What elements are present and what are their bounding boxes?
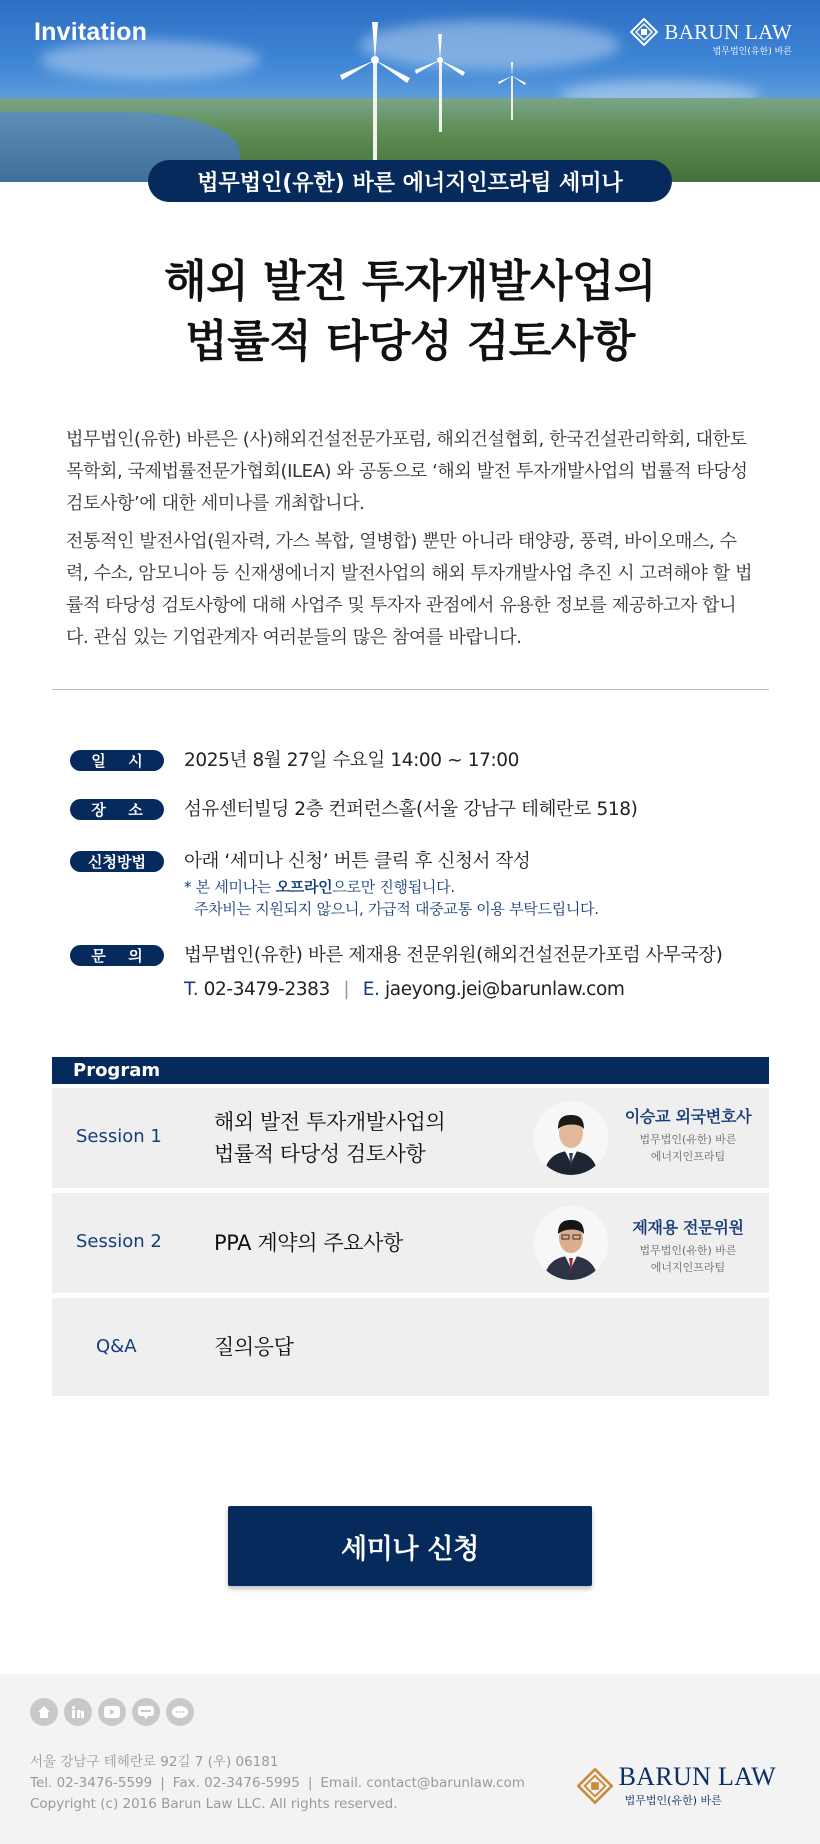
footer-copyright: Copyright (c) 2016 Barun Law LLC. All rights reserved. <box>30 1796 398 1812</box>
session-row <box>52 1088 769 1188</box>
wind-turbine-icon <box>495 60 529 120</box>
hero-banner-image <box>0 0 820 182</box>
apply-block <box>184 848 599 920</box>
footer-logo <box>577 1764 776 1808</box>
note-bold: 오프라인 <box>275 878 333 896</box>
contact-details <box>184 976 722 1004</box>
aff-line: 에너지인프라팀 <box>650 1150 726 1163</box>
divider <box>52 689 769 690</box>
place-tag <box>70 799 164 820</box>
date-value: 2025년 8월 27일 수요일 14:00 ~ 17:00 <box>184 750 520 771</box>
speaker-info <box>618 1215 758 1276</box>
topic-line: 해외 발전 투자개발사업의 <box>214 1110 446 1134</box>
aff-line: 에너지인프라팀 <box>650 1261 726 1274</box>
info-row-place <box>70 796 637 824</box>
tel-label: T. <box>184 979 199 1000</box>
logo-name: BARUN LAW <box>618 1762 776 1791</box>
title-line-2: 법률적 타당성 검토사항 <box>185 316 635 367</box>
chat-icon[interactable] <box>166 1698 194 1726</box>
team-banner: 법무법인(유한) 바른 에너지인프라팀 세미나 <box>148 160 672 202</box>
session-topic <box>214 1331 294 1363</box>
wind-turbine-icon <box>330 20 420 160</box>
social-links <box>30 1698 194 1726</box>
speaker-photo <box>534 1206 608 1280</box>
topic-line: 질의응답 <box>214 1335 294 1359</box>
barun-law-logo <box>630 18 792 46</box>
tag-char: 일 <box>91 752 106 770</box>
speaker-affiliation <box>618 1242 758 1276</box>
speaker-info <box>618 1104 758 1165</box>
speaker-photo <box>534 1101 608 1175</box>
blog-icon[interactable] <box>132 1698 160 1726</box>
barun-law-mark-icon <box>577 1768 613 1804</box>
contact-block <box>184 942 722 1004</box>
aff-line: 법무법인(유한) 바른 <box>639 1133 737 1146</box>
seminar-apply-button[interactable]: 세미나 신청 <box>228 1506 592 1586</box>
note-text: 으로만 진행됩니다. <box>332 878 455 896</box>
separator: | <box>160 1775 165 1791</box>
linkedin-icon[interactable] <box>64 1698 92 1726</box>
session-label: Q&A <box>96 1336 137 1357</box>
footer-email[interactable]: Email. contact@barunlaw.com <box>320 1775 525 1791</box>
info-row-apply <box>70 848 599 920</box>
parking-note: 주차비는 지원되지 않으니, 가급적 대중교통 이용 부탁드립니다. <box>194 900 599 918</box>
separator: | <box>343 979 350 1000</box>
contact-value: 법무법인(유한) 바른 제재용 전문위원(해외건설전문가포럼 사무국장) <box>184 945 723 966</box>
apply-tag: 신청방법 <box>70 851 164 872</box>
speaker-name: 제재용 전문위원 <box>632 1218 744 1237</box>
session-row <box>52 1193 769 1293</box>
session-topic <box>214 1106 445 1170</box>
offline-note <box>184 876 599 898</box>
place-value: 섬유센터빌딩 2층 컨퍼런스홀(서울 강남구 테헤란로 518) <box>184 799 638 820</box>
session-label: Session 2 <box>76 1231 162 1252</box>
session-row <box>52 1298 769 1396</box>
footer-tel: Tel. 02-3476-5599 <box>30 1775 153 1791</box>
speaker-avatar-icon <box>534 1101 608 1175</box>
home-icon[interactable] <box>30 1698 58 1726</box>
logo-subtitle: 법무법인(유한) 바른 <box>624 1794 722 1807</box>
intro-paragraph: 법무법인(유한) 바른은 (사)해외건설전문가포럼, 해외건설협회, 한국건설관리학회, 대한토목학회, 국제법률전문가협회(ILEA) 와 공동으로 ‘해외 발전 투자개발사업의 법률적 타당성 검토사항’에 대한 세미나를 개최합니다. <box>66 429 748 514</box>
wind-turbine-icon <box>410 32 470 132</box>
title-line-1: 해외 발전 투자개발사업의 <box>164 256 656 307</box>
session-topic <box>214 1227 403 1259</box>
speaker-name: 이승교 외국변호사 <box>624 1107 752 1126</box>
page-title <box>0 252 820 372</box>
footer-fax: Fax. 02-3476-5995 <box>172 1775 300 1791</box>
date-tag <box>70 750 164 771</box>
note-text: * 본 세미나는 <box>184 878 276 896</box>
footer-info <box>30 1752 525 1815</box>
tag-char: 장 <box>91 801 106 819</box>
intro-text <box>66 424 756 654</box>
topic-line: 법률적 타당성 검토사항 <box>214 1142 426 1166</box>
topic-line: PPA 계약의 주요사항 <box>214 1231 403 1255</box>
youtube-icon[interactable] <box>98 1698 126 1726</box>
info-row-contact <box>70 942 722 1004</box>
aff-line: 법무법인(유한) 바른 <box>639 1244 737 1257</box>
tag-char: 의 <box>128 947 143 965</box>
tel-link[interactable]: 02-3479-2383 <box>203 979 330 1000</box>
separator: | <box>307 1775 313 1791</box>
intro-paragraph: 전통적인 발전사업(원자력, 가스 복합, 열병합) 뿐만 아니라 태양광, 풍력, 바이오매스, 수력, 수소, 암모니아 등 신재생에너지 발전사업의 해외 투자개발사업 추진 시 고려해야 할 법률적 타당성 검토사항에 대해 사업주 및 투자자 관점에서 유용한 정보를 제공하고자 합니다. 관심 있는 기업관계자 여러분들의 많은 참여를 바랍니다. <box>66 531 753 648</box>
info-row-date <box>70 747 519 775</box>
contact-tag <box>70 945 164 966</box>
tag-char: 문 <box>91 947 106 965</box>
footer <box>0 1674 820 1844</box>
speaker-avatar-icon <box>534 1206 608 1280</box>
apply-value: 아래 ‘세미나 신청’ 버튼 클릭 후 신청서 작성 <box>184 851 531 872</box>
footer-address: 서울 강남구 테헤란로 92길 7 (우) 06181 <box>30 1754 279 1770</box>
barun-law-mark-icon <box>630 18 658 46</box>
email-link[interactable]: jaeyong.jei@barunlaw.com <box>385 979 625 1000</box>
speaker-affiliation <box>618 1131 758 1165</box>
email-label: E. <box>362 979 380 1000</box>
footer-contacts <box>30 1773 525 1794</box>
session-label: Session 1 <box>76 1126 162 1147</box>
tag-char: 소 <box>128 801 143 819</box>
invitation-label: Invitation <box>34 18 148 46</box>
logo-name: BARUN LAW <box>664 19 792 44</box>
logo-subtitle: 법무법인(유한) 바른 <box>712 47 792 57</box>
program-heading: Program <box>52 1057 769 1084</box>
tag-char: 시 <box>128 752 143 770</box>
